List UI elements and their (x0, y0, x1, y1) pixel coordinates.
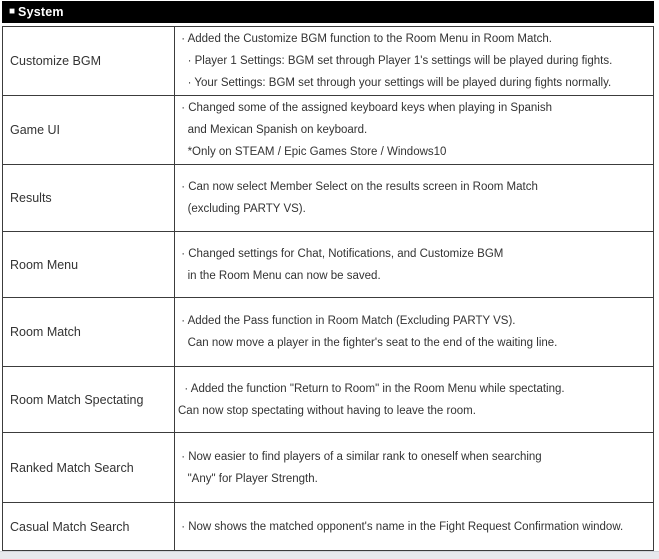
description-cell (175, 503, 653, 550)
category-label: Room Menu (10, 257, 79, 272)
category-cell (3, 165, 175, 231)
category-cell (3, 232, 175, 297)
category-cell (3, 96, 175, 164)
description-line: · Changed some of the assigned keyboard keys when playing in Spanish (178, 102, 552, 114)
description-cell (175, 96, 653, 164)
description-cell (175, 298, 653, 366)
page-background-strip (0, 551, 659, 559)
table-row (3, 367, 653, 433)
description-line: · Added the function "Return to Room" in the Room Menu while spectating. (178, 382, 565, 395)
description-line: · Now easier to find players of a similar rank to oneself when searching (178, 450, 542, 463)
description-line: in the Room Menu can now be saved. (178, 269, 381, 282)
table-row (3, 298, 653, 367)
description-line: (excluding PARTY VS). (178, 203, 306, 215)
category-cell (3, 367, 175, 432)
section-header (2, 1, 654, 23)
description-line: "Any" for Player Strength. (178, 472, 318, 485)
category-label: Game UI (10, 123, 61, 137)
description-cell (175, 232, 653, 297)
table-row (3, 165, 653, 232)
category-label: Room Match Spectating (10, 392, 144, 407)
table-row (3, 503, 653, 551)
table-row (3, 27, 653, 96)
square-bullet-icon: ■ (9, 6, 16, 17)
description-line: · Added the Pass function in Room Match (Excluding PARTY VS). (178, 315, 516, 327)
category-label: Customize BGM (10, 54, 101, 68)
section-title: System (18, 5, 64, 19)
category-cell (3, 433, 175, 502)
patch-notes-table (2, 26, 654, 551)
description-cell (175, 367, 653, 432)
category-cell (3, 503, 175, 550)
description-cell (175, 433, 653, 502)
category-cell (3, 298, 175, 366)
description-line: · Player 1 Settings: BGM set through Player 1's settings will be played during fights. (178, 55, 613, 67)
category-label: Room Match (10, 325, 81, 339)
description-line: · Added the Customize BGM function to the Room Menu in Room Match. (178, 33, 552, 45)
description-line: · Now shows the matched opponent's name in the Fight Request Confirmation window. (178, 520, 624, 533)
description-line: Can now move a player in the fighter's seat to the end of the waiting line. (178, 337, 558, 349)
description-cell (175, 165, 653, 231)
category-label: Ranked Match Search (10, 460, 134, 475)
description-cell (175, 27, 653, 95)
description-line: · Your Settings: BGM set through your settings will be played during fights normally. (178, 77, 612, 89)
description-line: *Only on STEAM / Epic Games Store / Windows10 (178, 146, 447, 158)
category-label: Casual Match Search (10, 519, 130, 534)
table-row (3, 96, 653, 165)
description-line: and Mexican Spanish on keyboard. (178, 124, 368, 136)
category-label: Results (10, 191, 52, 205)
category-cell (3, 27, 175, 95)
table-row (3, 433, 653, 503)
description-line: · Changed settings for Chat, Notifications, and Customize BGM (178, 247, 504, 260)
description-line: · Can now select Member Select on the results screen in Room Match (178, 181, 538, 193)
table-row (3, 232, 653, 298)
description-line: Can now stop spectating without having to leave the room. (178, 404, 476, 417)
